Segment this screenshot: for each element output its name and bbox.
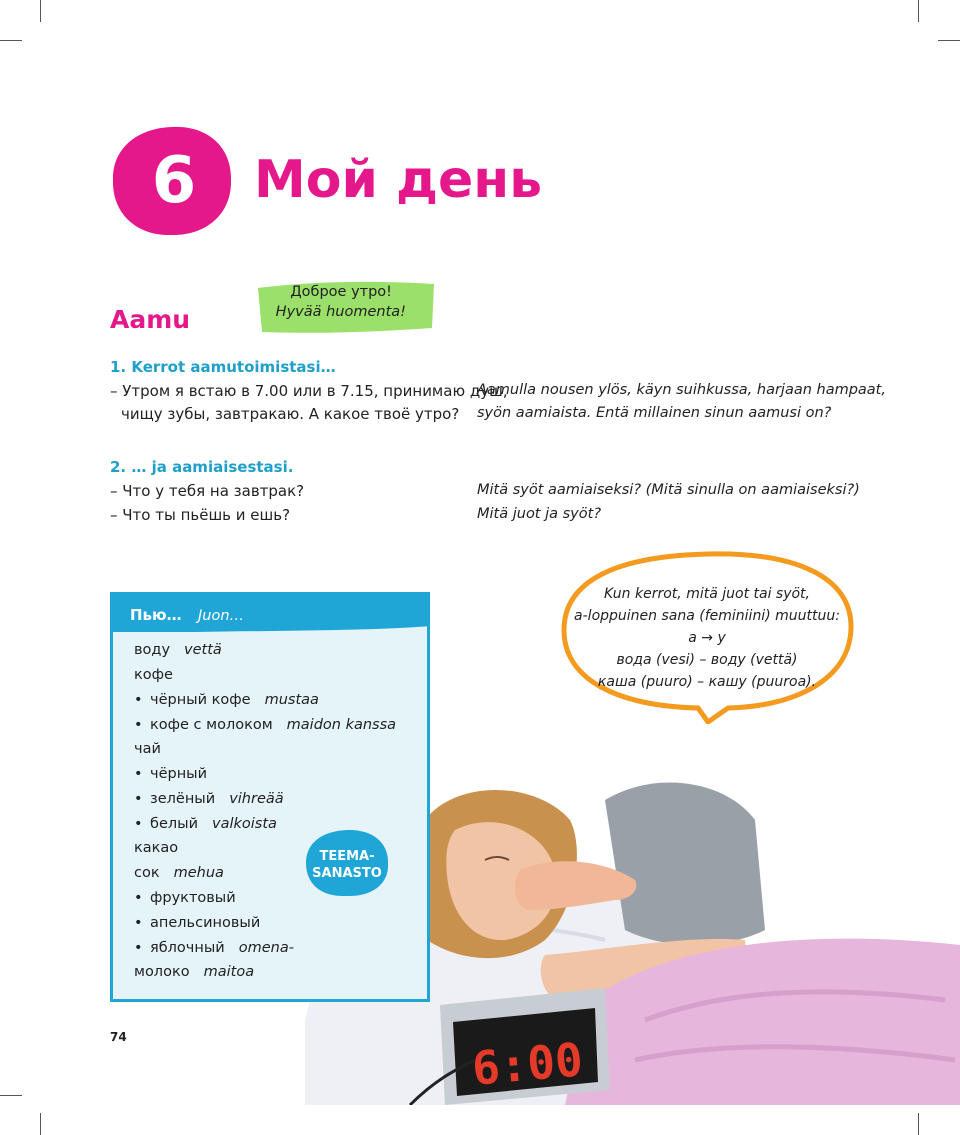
crop-mark (938, 40, 960, 41)
vocab-item: молоко maitoa (134, 964, 255, 980)
task2-ru-line: – Что у тебя на завтрак? (110, 482, 305, 500)
bubble-line: a-loppuinen sana (feminiini) muuttuu: (574, 608, 840, 624)
teema-badge-line2: SANASTO (312, 866, 382, 881)
teema-badge-line1: TEEMA- (319, 849, 375, 864)
vocabulary-header-fi: Juon… (198, 608, 245, 624)
vocab-item: • зелёный vihreää (134, 791, 284, 807)
greeting-fi: Hyvää huomenta! (275, 304, 406, 320)
vocab-item: • апельсиновый (134, 915, 261, 931)
vocab-item: • яблочный omena- (134, 940, 294, 956)
crop-mark (40, 1113, 41, 1135)
crop-mark (918, 1113, 919, 1135)
task2-ru-line: – Что ты пьёшь и ешь? (110, 506, 291, 524)
vocab-item: сок mehua (134, 865, 224, 881)
task1-heading: 1. Kerrot aamutoimistasi… (110, 358, 336, 376)
vocab-item: воду vettä (134, 642, 222, 658)
teemasanasto-badge (304, 828, 390, 898)
vocabulary-header-ru: Пью… (130, 606, 182, 624)
bubble-line: вода (vesi) – воду (vettä) (616, 652, 798, 668)
greeting-ru: Доброе утро! (290, 284, 392, 300)
chapter-title: Мой день (254, 150, 543, 210)
section-title: Aamu (110, 305, 191, 334)
crop-mark (0, 1095, 22, 1096)
task2-heading: 2. … ja aamiaisestasi. (110, 458, 294, 476)
vocab-item: • фруктовый (134, 890, 236, 906)
vocab-item: какао (134, 840, 179, 856)
bubble-line: каша (puuro) – кашу (puuroa). (597, 674, 817, 690)
crop-mark (40, 0, 41, 22)
vocab-item: кофе (134, 667, 173, 683)
chapter-number: 6 (151, 144, 197, 218)
bubble-line: Kun kerrot, mitä juot tai syöt, (604, 586, 810, 602)
vocab-item: • кофе с молоком maidon kanssa (134, 717, 397, 733)
task1-ru-line: – Утром я встаю в 7.00 или в 7.15, принимаю душ, (110, 382, 508, 400)
task1-fi-line: syön aamiaista. Entä millainen sinun aamusi on? (477, 405, 832, 421)
vocab-item: • чёрный (134, 766, 208, 782)
task2-fi-line: Mitä syöt aamiaiseksi? (Mitä sinulla on aamiaiseksi?) (477, 482, 860, 498)
vocab-item: • белый valkoista (134, 816, 277, 832)
crop-mark (0, 40, 22, 41)
vocabulary-header (110, 592, 430, 632)
clock-display: 6:00 (469, 1032, 585, 1096)
vocab-item: • чёрный кофе mustaa (134, 692, 319, 708)
bubble-line: а → у (688, 630, 726, 646)
crop-mark (918, 0, 919, 22)
chapter-number-badge (110, 124, 234, 238)
page-number: 74 (110, 1030, 127, 1044)
task1-ru-line: чищу зубы, завтракаю. А какое твоё утро? (121, 405, 460, 423)
vocab-item: чай (134, 741, 161, 757)
task2-fi-line: Mitä juot ja syöt? (477, 506, 602, 522)
task1-fi-line: Aamulla nousen ylös, käyn suihkussa, harjaan hampaat, (477, 382, 886, 398)
